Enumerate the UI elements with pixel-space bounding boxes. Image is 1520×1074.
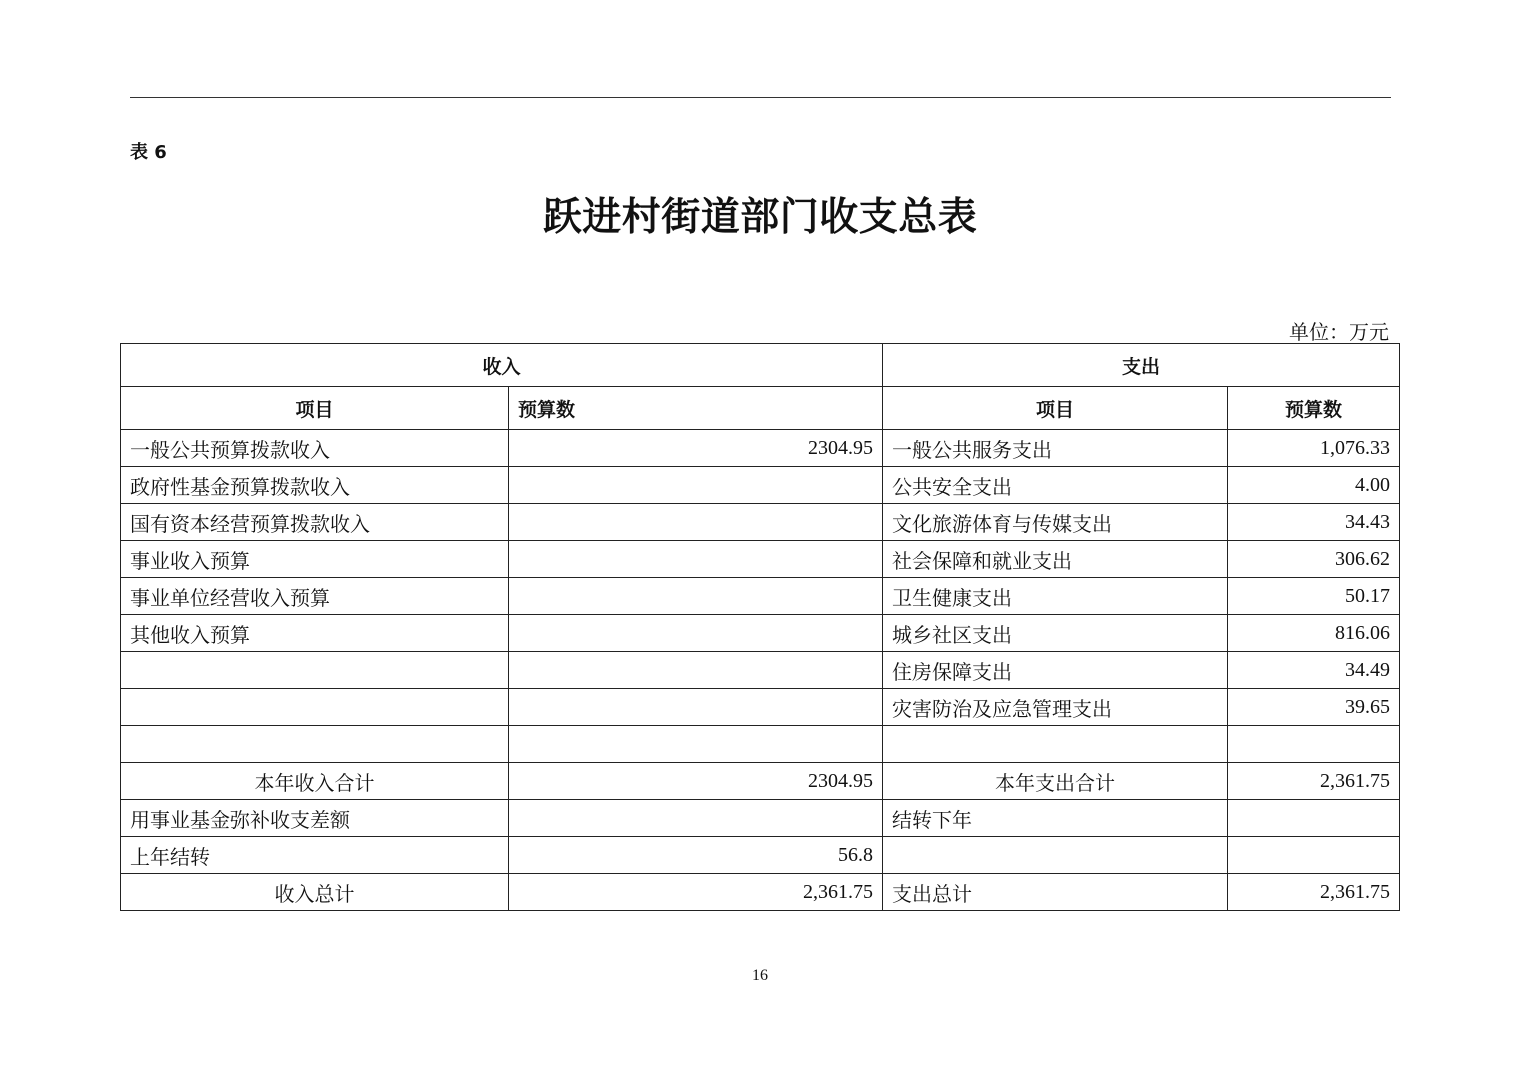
carryover-row bbox=[121, 837, 1400, 874]
carry-forward-label: 结转下年 bbox=[883, 800, 1228, 837]
unit-label: 单位：万元 bbox=[1289, 322, 1389, 344]
carryover-expense-value bbox=[1228, 837, 1400, 874]
income-item: 国有资本经营预算拨款收入 bbox=[121, 504, 509, 541]
fund-row bbox=[121, 800, 1400, 837]
header-rule bbox=[130, 97, 1391, 98]
expense-item-header: 项目 bbox=[883, 387, 1228, 430]
table-row bbox=[121, 652, 1400, 689]
expense-value: 306.62 bbox=[1228, 541, 1400, 578]
expense-value: 34.43 bbox=[1228, 504, 1400, 541]
income-item: 政府性基金预算拨款收入 bbox=[121, 467, 509, 504]
expense-value: 39.65 bbox=[1228, 689, 1400, 726]
income-item: 一般公共预算拨款收入 bbox=[121, 430, 509, 467]
expense-value: 50.17 bbox=[1228, 578, 1400, 615]
income-item: 其他收入预算 bbox=[121, 615, 509, 652]
grand-total-row bbox=[121, 874, 1400, 911]
table-row bbox=[121, 578, 1400, 615]
table-row bbox=[121, 615, 1400, 652]
expense-item: 住房保障支出 bbox=[883, 652, 1228, 689]
income-item bbox=[121, 689, 509, 726]
expense-item bbox=[883, 726, 1228, 763]
income-value bbox=[509, 541, 883, 578]
carry-forward-value bbox=[1228, 800, 1400, 837]
expense-item: 公共安全支出 bbox=[883, 467, 1228, 504]
income-item bbox=[121, 652, 509, 689]
table-label: 表 6 bbox=[130, 142, 167, 163]
income-value bbox=[509, 467, 883, 504]
income-item: 事业收入预算 bbox=[121, 541, 509, 578]
expense-value: 816.06 bbox=[1228, 615, 1400, 652]
year-income-total-value: 2304.95 bbox=[509, 763, 883, 800]
prior-year-carryover-value: 56.8 bbox=[509, 837, 883, 874]
expense-section-header: 支出 bbox=[883, 344, 1400, 387]
income-grand-total-value: 2,361.75 bbox=[509, 874, 883, 911]
income-grand-total-label: 收入总计 bbox=[121, 874, 509, 911]
page-number: 16 bbox=[752, 967, 768, 984]
fund-income-label: 用事业基金弥补收支差额 bbox=[121, 800, 509, 837]
income-value: 2304.95 bbox=[509, 430, 883, 467]
income-item-header: 项目 bbox=[121, 387, 509, 430]
expense-grand-total-value: 2,361.75 bbox=[1228, 874, 1400, 911]
expense-item: 城乡社区支出 bbox=[883, 615, 1228, 652]
expense-item: 文化旅游体育与传媒支出 bbox=[883, 504, 1228, 541]
expense-value bbox=[1228, 726, 1400, 763]
page-title: 跃进村街道部门收支总表 bbox=[542, 195, 978, 240]
expense-value: 4.00 bbox=[1228, 467, 1400, 504]
carryover-expense-label bbox=[883, 837, 1228, 874]
income-value bbox=[509, 652, 883, 689]
expense-item: 卫生健康支出 bbox=[883, 578, 1228, 615]
year-total-row bbox=[121, 763, 1400, 800]
income-budget-header: 预算数 bbox=[509, 387, 883, 430]
income-value bbox=[509, 689, 883, 726]
expense-item: 一般公共服务支出 bbox=[883, 430, 1228, 467]
expense-grand-total-label: 支出总计 bbox=[883, 874, 1228, 911]
income-value bbox=[509, 504, 883, 541]
income-item bbox=[121, 726, 509, 763]
year-income-total-label: 本年收入合计 bbox=[121, 763, 509, 800]
income-item: 事业单位经营收入预算 bbox=[121, 578, 509, 615]
table-row bbox=[121, 430, 1400, 467]
year-expense-total-label: 本年支出合计 bbox=[883, 763, 1228, 800]
income-section-header: 收入 bbox=[121, 344, 883, 387]
table-row bbox=[121, 504, 1400, 541]
table-row bbox=[121, 689, 1400, 726]
income-value bbox=[509, 726, 883, 763]
table-row bbox=[121, 541, 1400, 578]
table-row bbox=[121, 726, 1400, 763]
expense-budget-header: 预算数 bbox=[1228, 387, 1400, 430]
expense-value: 1,076.33 bbox=[1228, 430, 1400, 467]
year-expense-total-value: 2,361.75 bbox=[1228, 763, 1400, 800]
income-value bbox=[509, 615, 883, 652]
prior-year-carryover-label: 上年结转 bbox=[121, 837, 509, 874]
expense-item: 社会保障和就业支出 bbox=[883, 541, 1228, 578]
section-header-row bbox=[121, 344, 1400, 387]
income-value bbox=[509, 578, 883, 615]
income-expense-table bbox=[120, 343, 1400, 911]
column-header-row bbox=[121, 387, 1400, 430]
expense-item: 灾害防治及应急管理支出 bbox=[883, 689, 1228, 726]
expense-value: 34.49 bbox=[1228, 652, 1400, 689]
table-row bbox=[121, 467, 1400, 504]
fund-income-value bbox=[509, 800, 883, 837]
